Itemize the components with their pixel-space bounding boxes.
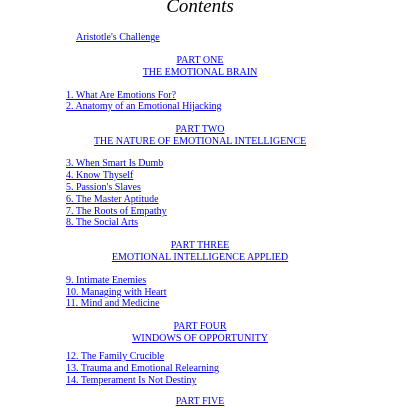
- part-four-title-link[interactable]: WINDOWS OF OPPORTUNITY: [131, 333, 269, 344]
- part-one-title-link[interactable]: THE EMOTIONAL BRAIN: [142, 67, 258, 78]
- chapter-2-link[interactable]: 2. Anatomy of an Emotional Hijacking: [66, 101, 222, 112]
- chapter-8-link[interactable]: 8. The Social Arts: [66, 217, 139, 228]
- chapter-5-link[interactable]: 5. Passion's Slaves: [66, 182, 141, 193]
- toc-link-aristotles-challenge[interactable]: Aristotle's Challenge: [76, 32, 160, 43]
- part-three-title-link[interactable]: EMOTIONAL INTELLIGENCE APPLIED: [111, 252, 289, 263]
- part-four-label-link[interactable]: PART FOUR: [173, 321, 227, 332]
- part-two-label-link[interactable]: PART TWO: [175, 124, 225, 135]
- chapter-12-link[interactable]: 12. The Family Crucible: [66, 351, 165, 362]
- chapter-13-link[interactable]: 13. Trauma and Emotional Relearning: [66, 363, 220, 374]
- chapter-10-link[interactable]: 10. Managing with Heart: [66, 287, 167, 298]
- chapter-6-link[interactable]: 6. The Master Aptitude: [66, 194, 159, 205]
- chapter-3-link[interactable]: 3. When Smart Is Dumb: [66, 158, 164, 169]
- part-five-label-link[interactable]: PART FIVE: [175, 396, 225, 407]
- chapter-9-link[interactable]: 9. Intimate Enemies: [66, 275, 147, 286]
- part-one-label-link[interactable]: PART ONE: [176, 55, 224, 66]
- chapter-7-link[interactable]: 7. The Roots of Empathy: [66, 206, 167, 217]
- chapter-11-link[interactable]: 11. Mind and Medicine: [66, 298, 160, 309]
- chapter-4-link[interactable]: 4. Know Thyself: [66, 170, 134, 181]
- part-three-label-link[interactable]: PART THREE: [170, 240, 230, 251]
- page-title: Contents: [166, 0, 234, 17]
- part-two-title-link[interactable]: THE NATURE OF EMOTIONAL INTELLIGENCE: [93, 136, 307, 147]
- chapter-14-link[interactable]: 14. Temperament Is Not Destiny: [66, 375, 197, 386]
- chapter-1-link[interactable]: 1. What Are Emotions For?: [66, 90, 177, 101]
